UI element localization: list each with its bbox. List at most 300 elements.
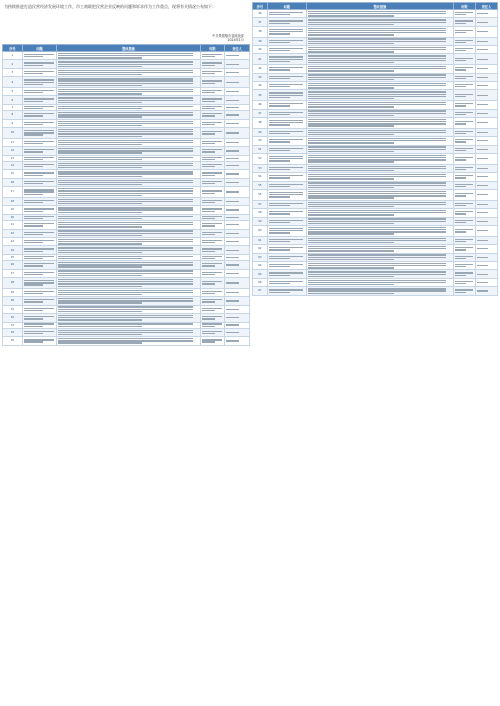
row-measure [57, 297, 200, 305]
table-row [3, 178, 250, 186]
row-issue [267, 145, 306, 153]
row-issue [22, 328, 57, 336]
table-row [3, 119, 250, 127]
row-measure [306, 82, 453, 90]
row-measure [306, 164, 453, 172]
row-measure [57, 88, 200, 96]
row-owner [225, 246, 250, 254]
row-number: 36 [253, 10, 268, 18]
row-measure [57, 60, 200, 68]
row-owner [225, 305, 250, 313]
table-row [253, 10, 498, 18]
row-deadline [453, 262, 475, 270]
row-deadline [453, 46, 475, 54]
row-number: 2 [3, 60, 23, 68]
row-issue [267, 65, 306, 73]
table-row [3, 305, 250, 313]
table-row [253, 90, 498, 101]
row-issue [267, 245, 306, 253]
row-issue [267, 46, 306, 54]
table-row [253, 109, 498, 117]
table-row [253, 101, 498, 109]
row-deadline [453, 236, 475, 244]
row-measure [306, 200, 453, 208]
row-measure [57, 206, 200, 214]
row-deadline [453, 26, 475, 37]
row-issue [267, 26, 306, 37]
table-row [253, 287, 498, 295]
row-owner [475, 236, 497, 244]
row-owner [225, 60, 250, 68]
row-measure [57, 119, 200, 127]
row-measure [306, 270, 453, 278]
header-person: 责任人 [475, 3, 497, 10]
table-row [253, 173, 498, 181]
row-issue [267, 287, 306, 295]
row-deadline [453, 101, 475, 109]
row-deadline [453, 270, 475, 278]
row-issue [22, 138, 57, 146]
row-owner [475, 217, 497, 225]
table-right-body [253, 10, 498, 296]
row-number: 30 [3, 297, 23, 305]
row-owner [475, 137, 497, 145]
row-owner [225, 197, 250, 205]
row-deadline [200, 278, 225, 289]
table-row [253, 128, 498, 136]
row-number: 29 [3, 288, 23, 296]
row-deadline [200, 60, 225, 68]
row-number: 13 [3, 155, 23, 161]
header-person: 责任人 [225, 45, 250, 52]
row-issue [22, 269, 57, 277]
row-issue [267, 109, 306, 117]
table-row [3, 197, 250, 205]
row-deadline [453, 245, 475, 253]
row-issue [22, 111, 57, 119]
row-owner [225, 111, 250, 119]
table-row [3, 229, 250, 237]
header-title: 问题 [267, 3, 306, 10]
table-row [3, 206, 250, 214]
row-owner [475, 278, 497, 286]
row-owner [475, 82, 497, 90]
row-issue [22, 206, 57, 214]
row-owner [475, 46, 497, 54]
row-owner [225, 178, 250, 186]
table-row [253, 278, 498, 286]
row-number: 49 [253, 128, 268, 136]
row-deadline [453, 253, 475, 261]
row-measure [306, 226, 453, 237]
row-owner [225, 187, 250, 198]
row-measure [306, 190, 453, 201]
row-issue [22, 60, 57, 68]
header-date: 时限 [200, 45, 225, 52]
row-owner [225, 328, 250, 336]
row-number: 34 [3, 328, 23, 336]
table-row [3, 237, 250, 245]
row-measure [306, 73, 453, 81]
row-owner [475, 226, 497, 237]
table-row [253, 37, 498, 45]
row-number: 6 [3, 96, 23, 104]
row-measure [306, 65, 453, 73]
row-deadline [200, 305, 225, 313]
row-owner [475, 173, 497, 181]
table-row [3, 96, 250, 104]
row-deadline [200, 261, 225, 269]
row-number: 12 [3, 147, 23, 155]
row-issue [267, 73, 306, 81]
table-row [3, 328, 250, 336]
header-date: 时限 [453, 3, 475, 10]
row-deadline [200, 119, 225, 127]
row-owner [225, 237, 250, 245]
row-number: 38 [253, 26, 268, 37]
row-issue [22, 77, 57, 88]
row-measure [57, 197, 200, 205]
row-measure [57, 111, 200, 119]
table-row [3, 170, 250, 178]
row-deadline [453, 209, 475, 217]
row-deadline [453, 278, 475, 286]
row-issue [267, 217, 306, 225]
right-column [252, 2, 498, 296]
row-deadline [453, 128, 475, 136]
row-measure [57, 161, 200, 169]
row-measure [306, 18, 453, 26]
row-measure [57, 170, 200, 178]
row-owner [225, 77, 250, 88]
row-measure [57, 305, 200, 313]
row-measure [57, 178, 200, 186]
row-deadline [453, 181, 475, 189]
row-number: 55 [253, 181, 268, 189]
row-number: 40 [253, 46, 268, 54]
table-row [253, 46, 498, 54]
row-deadline [200, 170, 225, 178]
row-issue [267, 181, 306, 189]
row-number: 7 [3, 104, 23, 110]
table-row [3, 288, 250, 296]
row-deadline [453, 154, 475, 165]
row-deadline [453, 37, 475, 45]
table-row [253, 236, 498, 244]
row-deadline [453, 164, 475, 172]
table-row [3, 111, 250, 119]
table-row [253, 217, 498, 225]
row-deadline [200, 187, 225, 198]
row-issue [267, 37, 306, 45]
row-owner [475, 145, 497, 153]
row-deadline [453, 65, 475, 73]
row-issue [267, 82, 306, 90]
row-owner [475, 270, 497, 278]
row-number: 67 [253, 287, 268, 295]
row-deadline [453, 190, 475, 201]
row-owner [475, 190, 497, 201]
row-number: 47 [253, 109, 268, 117]
row-measure [57, 229, 200, 237]
row-number: 43 [253, 73, 268, 81]
row-issue [267, 278, 306, 286]
row-measure [57, 187, 200, 198]
row-issue [22, 221, 57, 229]
row-number: 10 [3, 128, 23, 139]
row-issue [22, 288, 57, 296]
row-owner [225, 288, 250, 296]
row-number: 63 [253, 253, 268, 261]
row-issue [22, 52, 57, 60]
table-row [3, 269, 250, 277]
row-owner [475, 26, 497, 37]
row-number: 21 [3, 221, 23, 229]
row-deadline [200, 221, 225, 229]
row-number: 19 [3, 206, 23, 214]
row-number: 25 [3, 254, 23, 260]
row-deadline [453, 137, 475, 145]
row-issue [22, 147, 57, 155]
row-measure [306, 154, 453, 165]
row-issue [22, 314, 57, 322]
row-number: 58 [253, 209, 268, 217]
row-owner [475, 164, 497, 172]
row-deadline [453, 217, 475, 225]
table-row [253, 262, 498, 270]
row-deadline [200, 314, 225, 322]
row-deadline [453, 226, 475, 237]
row-issue [22, 278, 57, 289]
row-deadline [453, 145, 475, 153]
row-owner [475, 287, 497, 295]
table-row [253, 200, 498, 208]
row-owner [225, 138, 250, 146]
row-owner [225, 221, 250, 229]
row-number: 64 [253, 262, 268, 270]
row-measure [57, 314, 200, 322]
row-number: 52 [253, 154, 268, 165]
row-number: 61 [253, 236, 268, 244]
table-left [2, 44, 250, 346]
table-row [253, 226, 498, 237]
row-number: 3 [3, 68, 23, 76]
table-row [253, 73, 498, 81]
table-row [253, 164, 498, 172]
row-owner [475, 209, 497, 217]
table-row [253, 137, 498, 145]
row-issue [22, 297, 57, 305]
row-deadline [200, 297, 225, 305]
row-owner [475, 181, 497, 189]
row-number: 26 [3, 261, 23, 269]
row-issue [267, 209, 306, 217]
row-deadline [200, 128, 225, 139]
row-measure [306, 287, 453, 295]
table-row [253, 145, 498, 153]
row-number: 20 [3, 214, 23, 220]
row-number: 66 [253, 278, 268, 286]
row-issue [267, 253, 306, 261]
row-issue [267, 200, 306, 208]
row-number: 39 [253, 37, 268, 45]
row-number: 54 [253, 173, 268, 181]
row-issue [267, 270, 306, 278]
row-owner [475, 154, 497, 165]
row-owner [225, 68, 250, 76]
table-row [3, 314, 250, 322]
row-measure [57, 337, 200, 345]
row-owner [225, 206, 250, 214]
row-issue [22, 178, 57, 186]
row-owner [225, 161, 250, 169]
row-deadline [200, 328, 225, 336]
row-measure [57, 237, 200, 245]
table-row [253, 18, 498, 26]
row-issue [267, 128, 306, 136]
row-number: 35 [3, 337, 23, 345]
table-row [3, 138, 250, 146]
row-deadline [453, 90, 475, 101]
row-issue [22, 119, 57, 127]
row-measure [306, 245, 453, 253]
row-number: 11 [3, 138, 23, 146]
row-owner [225, 269, 250, 277]
table-row [3, 77, 250, 88]
table-row [253, 54, 498, 65]
row-measure [306, 101, 453, 109]
table-row [3, 337, 250, 345]
table-row [3, 68, 250, 76]
row-issue [267, 226, 306, 237]
row-number: 41 [253, 54, 268, 65]
row-owner [475, 18, 497, 26]
row-number: 46 [253, 101, 268, 109]
row-deadline [200, 229, 225, 237]
table-header-row [3, 45, 250, 52]
row-issue [267, 118, 306, 129]
row-issue [267, 54, 306, 65]
row-owner [225, 128, 250, 139]
row-number: 28 [3, 278, 23, 289]
row-number: 44 [253, 82, 268, 90]
row-owner [225, 52, 250, 60]
table-row [3, 88, 250, 96]
row-measure [306, 173, 453, 181]
row-deadline [200, 246, 225, 254]
row-measure [57, 147, 200, 155]
row-number: 48 [253, 118, 268, 129]
row-owner [225, 170, 250, 178]
row-owner [475, 245, 497, 253]
header-title: 问题 [22, 45, 57, 52]
row-number: 65 [253, 270, 268, 278]
row-measure [306, 109, 453, 117]
row-measure [306, 253, 453, 261]
row-measure [306, 209, 453, 217]
row-number: 37 [253, 18, 268, 26]
table-row [3, 278, 250, 289]
row-measure [306, 54, 453, 65]
row-issue [22, 68, 57, 76]
row-owner [475, 200, 497, 208]
row-number: 1 [3, 52, 23, 60]
row-issue [267, 164, 306, 172]
table-row [253, 253, 498, 261]
row-number: 8 [3, 111, 23, 119]
row-number: 57 [253, 200, 268, 208]
row-number: 4 [3, 77, 23, 88]
row-deadline [200, 197, 225, 205]
row-number: 9 [3, 119, 23, 127]
table-row [253, 118, 498, 129]
table-row [253, 181, 498, 189]
row-number: 24 [3, 246, 23, 254]
row-issue [22, 261, 57, 269]
table-row [3, 128, 250, 139]
table-row [253, 26, 498, 37]
table-row [3, 261, 250, 269]
row-number: 59 [253, 217, 268, 225]
row-issue [267, 18, 306, 26]
table-row [3, 187, 250, 198]
row-measure [306, 217, 453, 225]
row-number: 60 [253, 226, 268, 237]
row-number: 45 [253, 90, 268, 101]
row-measure [57, 261, 200, 269]
row-deadline [453, 287, 475, 295]
row-number: 27 [3, 269, 23, 277]
row-measure [57, 128, 200, 139]
row-number: 15 [3, 170, 23, 178]
row-owner [475, 128, 497, 136]
row-deadline [200, 147, 225, 155]
table-row [253, 65, 498, 73]
row-owner [225, 96, 250, 104]
row-issue [267, 101, 306, 109]
row-deadline [453, 18, 475, 26]
row-number: 56 [253, 190, 268, 201]
header-no: 序号 [3, 45, 23, 52]
row-measure [306, 262, 453, 270]
table-header-row [253, 3, 498, 10]
row-owner [475, 101, 497, 109]
row-deadline [200, 77, 225, 88]
row-deadline [453, 54, 475, 65]
row-deadline [453, 109, 475, 117]
header-measure: 整改措施 [306, 3, 453, 10]
row-measure [57, 288, 200, 296]
row-owner [475, 54, 497, 65]
table-row [3, 246, 250, 254]
row-measure [57, 96, 200, 104]
row-number: 5 [3, 88, 23, 96]
row-issue [22, 161, 57, 169]
row-issue [267, 10, 306, 18]
row-measure [57, 246, 200, 254]
table-row [253, 82, 498, 90]
table-row [3, 52, 250, 60]
header-measure: 整改措施 [57, 45, 200, 52]
row-deadline [200, 96, 225, 104]
row-number: 32 [3, 314, 23, 322]
row-owner [225, 278, 250, 289]
row-measure [306, 37, 453, 45]
row-number: 31 [3, 305, 23, 313]
row-number: 50 [253, 137, 268, 145]
row-deadline [453, 173, 475, 181]
row-deadline [453, 82, 475, 90]
